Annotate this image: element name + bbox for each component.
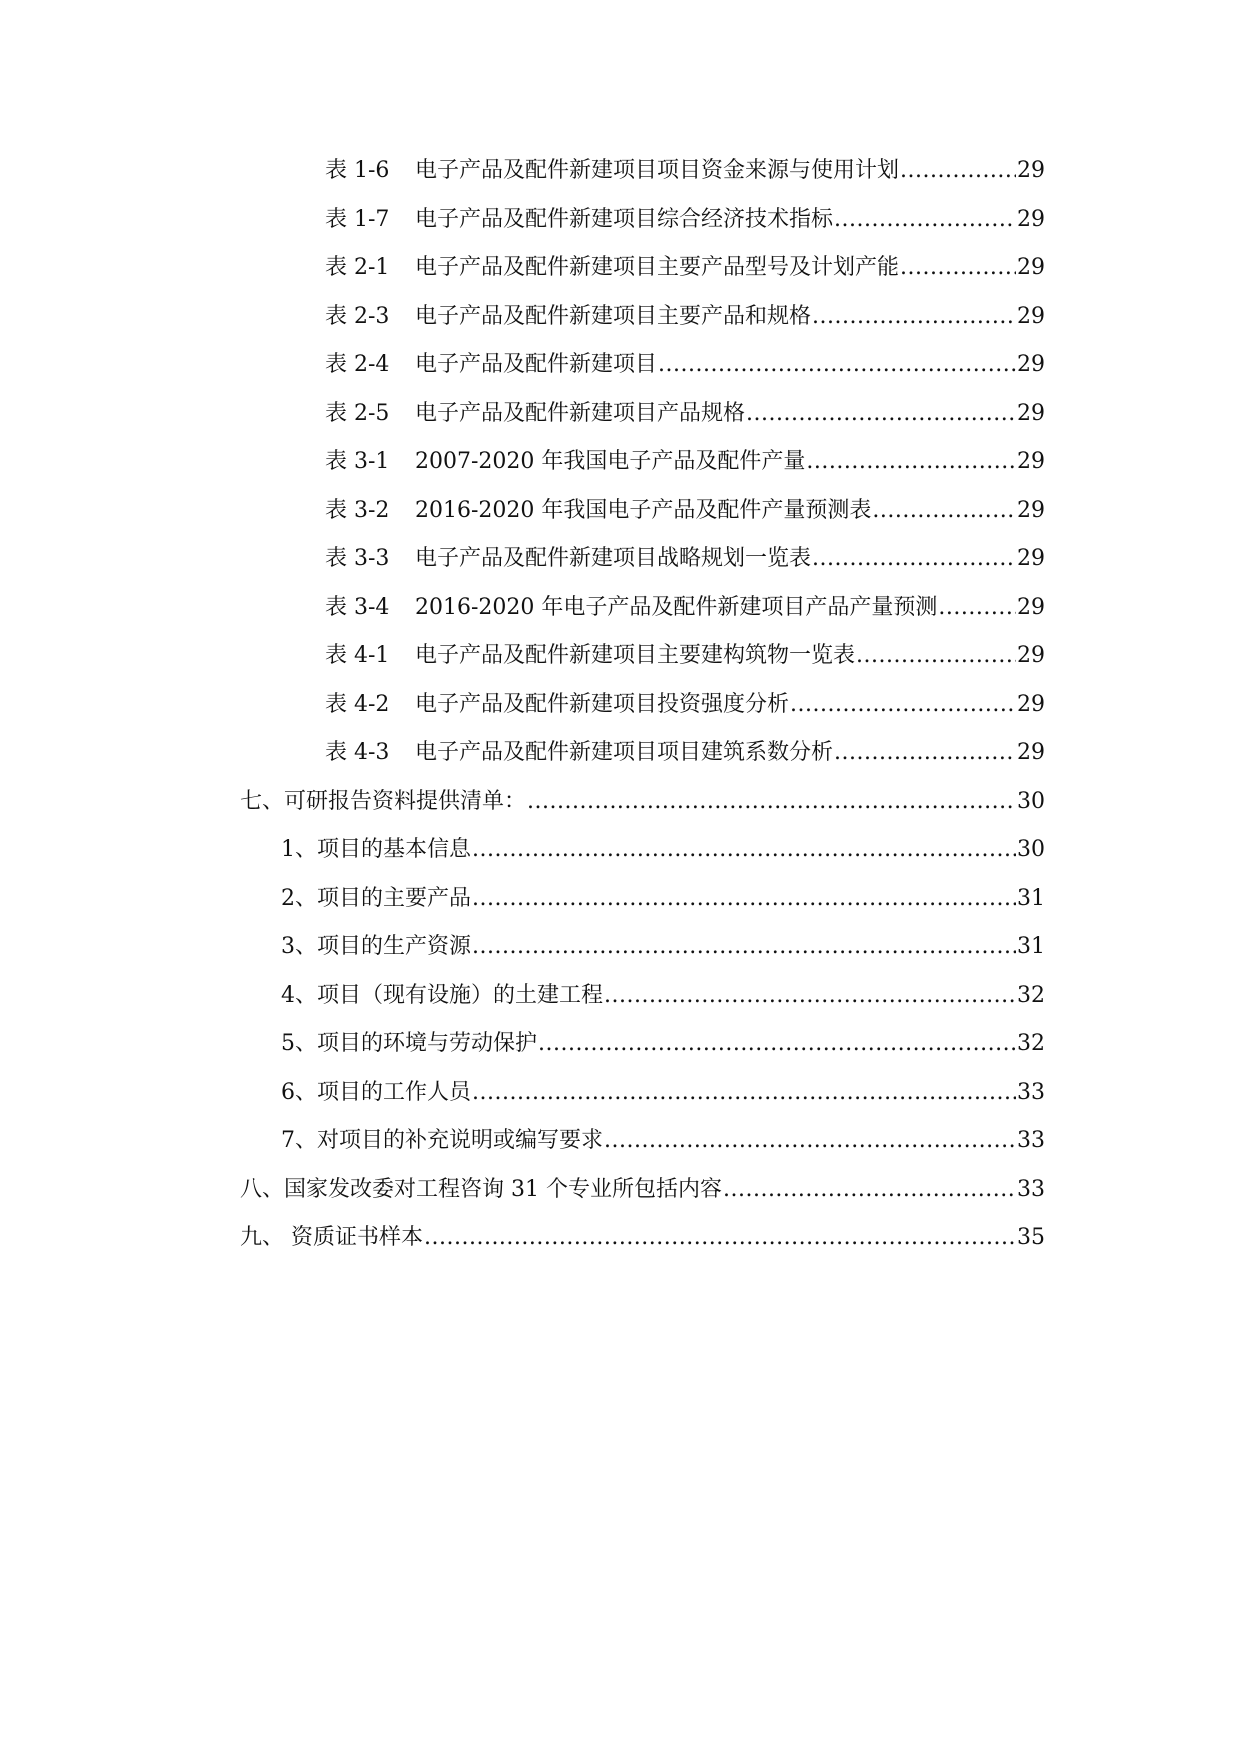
dot-leader <box>900 154 1016 188</box>
toc-entry-page: 29 <box>1017 158 1045 183</box>
toc-entry-title: 2016-2020 年我国电子产品及配件产量预测表 <box>415 497 872 523</box>
toc-entry[interactable] <box>325 397 1045 431</box>
dot-leader <box>834 203 1016 237</box>
toc-entry[interactable] <box>281 882 1045 916</box>
toc-entry-title: 九、 资质证书样本 <box>240 1225 423 1250</box>
toc-entry[interactable] <box>325 154 1045 188</box>
dot-leader <box>900 251 1016 285</box>
dot-leader <box>872 494 1016 528</box>
toc-entry-page: 33 <box>1017 1176 1045 1202</box>
toc-entry-title: 7、对项目的补充说明或编写要求 <box>281 1128 603 1153</box>
toc-entry-page: 30 <box>1017 837 1045 862</box>
toc-section-heading[interactable] <box>240 1221 1045 1255</box>
toc-entry-title: 电子产品及配件新建项目战略规划一览表 <box>415 546 812 571</box>
dot-leader <box>746 397 1016 431</box>
toc-entry-page: 29 <box>1017 740 1045 765</box>
toc-entry-page: 33 <box>1017 1079 1045 1105</box>
toc-entry-page: 33 <box>1017 1128 1045 1153</box>
toc-entry-title: 八、国家发改委对工程咨询 31 个专业所包括内容 <box>240 1176 722 1202</box>
toc-entry-title: 2007-2020 年我国电子产品及配件产量 <box>415 449 806 474</box>
toc-entry[interactable] <box>281 1076 1045 1110</box>
toc-entry-number: 表 3-2 <box>325 497 390 523</box>
toc-entry-page: 29 <box>1017 255 1045 280</box>
toc-entry-number: 表 3-1 <box>325 449 390 474</box>
toc-entry-number: 表 4-3 <box>325 740 390 765</box>
toc-entry-title: 电子产品及配件新建项目项目资金来源与使用计划 <box>415 158 900 183</box>
toc-entry-number: 表 4-2 <box>325 691 390 717</box>
toc-entry-title: 3、项目的生产资源 <box>281 934 471 959</box>
toc-entry-title: 4、项目（现有设施）的土建工程 <box>281 982 603 1008</box>
toc-entry-page: 29 <box>1017 497 1045 523</box>
toc-entry[interactable] <box>325 251 1045 285</box>
toc-entry-number: 表 3-3 <box>325 546 390 571</box>
toc-entry-page: 29 <box>1017 546 1045 571</box>
dot-leader <box>424 1221 1016 1255</box>
toc-entry[interactable] <box>325 494 1045 528</box>
toc-entry-page: 29 <box>1017 594 1045 620</box>
toc-entry-title: 2016-2020 年电子产品及配件新建项目产品产量预测 <box>415 594 938 620</box>
toc-entry[interactable] <box>325 591 1045 625</box>
toc-entry[interactable] <box>325 639 1045 673</box>
dot-leader <box>790 688 1016 722</box>
dot-leader <box>806 445 1016 479</box>
toc-entry-number: 表 4-1 <box>325 643 390 668</box>
toc-entry-title: 电子产品及配件新建项目项目建筑系数分析 <box>415 740 834 765</box>
dot-leader <box>723 1173 1016 1207</box>
dot-leader <box>812 300 1016 334</box>
toc-entry[interactable] <box>281 930 1045 964</box>
toc-entry-page: 29 <box>1017 449 1045 474</box>
toc-section-heading[interactable] <box>240 785 1045 819</box>
toc-entry[interactable] <box>325 203 1045 237</box>
toc-entry[interactable] <box>325 348 1045 382</box>
dot-leader <box>472 1076 1016 1110</box>
toc-entry-page: 29 <box>1017 206 1045 232</box>
dot-leader <box>527 785 1016 819</box>
toc-entry[interactable] <box>281 1124 1045 1158</box>
toc-entry-page: 29 <box>1017 691 1045 717</box>
toc-entry-title: 电子产品及配件新建项目主要产品和规格 <box>415 303 812 329</box>
toc-entry-number: 表 2-1 <box>325 255 390 280</box>
toc-entry-page: 32 <box>1017 982 1045 1008</box>
dot-leader <box>538 1027 1016 1061</box>
dot-leader <box>658 348 1016 382</box>
toc-entry-title: 电子产品及配件新建项目产品规格 <box>415 400 746 426</box>
toc-entry[interactable] <box>281 1027 1045 1061</box>
toc-entry-title: 七、可研报告资料提供清单： <box>240 788 527 814</box>
toc-entry[interactable] <box>281 979 1045 1013</box>
toc-entry-page: 29 <box>1017 400 1045 426</box>
toc-entry[interactable] <box>325 300 1045 334</box>
dot-leader <box>604 979 1016 1013</box>
toc-entry-number: 表 2-4 <box>325 352 390 377</box>
toc-entry-number: 表 2-3 <box>325 303 390 329</box>
toc-entry-page: 29 <box>1017 643 1045 668</box>
dot-leader <box>834 736 1016 770</box>
toc-entry-title: 电子产品及配件新建项目投资强度分析 <box>415 691 790 717</box>
toc-entry-number: 表 1-7 <box>325 206 390 232</box>
toc-entry-number: 表 3-4 <box>325 594 390 620</box>
dot-leader <box>604 1124 1016 1158</box>
toc-entry-title: 电子产品及配件新建项目综合经济技术指标 <box>415 206 834 232</box>
dot-leader <box>856 639 1016 673</box>
toc-entry[interactable] <box>325 542 1045 576</box>
toc-entry-title: 电子产品及配件新建项目主要产品型号及计划产能 <box>415 255 900 280</box>
toc-entry-number: 表 1-6 <box>325 158 390 183</box>
toc-entry-title: 2、项目的主要产品 <box>281 885 471 911</box>
toc-section-heading[interactable] <box>240 1173 1045 1207</box>
dot-leader <box>472 882 1016 916</box>
toc-entry-page: 31 <box>1017 885 1045 911</box>
toc-entry-page: 31 <box>1017 934 1045 959</box>
toc-entry-title: 5、项目的环境与劳动保护 <box>281 1031 537 1056</box>
dot-leader <box>812 542 1016 576</box>
toc-entry[interactable] <box>325 445 1045 479</box>
toc-entry-title: 电子产品及配件新建项目主要建构筑物一览表 <box>415 643 856 668</box>
toc-entry[interactable] <box>325 736 1045 770</box>
toc-entry-page: 29 <box>1017 303 1045 329</box>
toc-entry-title: 电子产品及配件新建项目 <box>415 352 658 377</box>
toc-entry-page: 29 <box>1017 352 1045 377</box>
dot-leader <box>472 833 1016 867</box>
toc-entry-page: 30 <box>1017 788 1045 814</box>
toc-entry-title: 6、项目的工作人员 <box>281 1079 471 1105</box>
toc-entry[interactable] <box>325 688 1045 722</box>
toc-entry-title: 1、项目的基本信息 <box>281 837 471 862</box>
dot-leader <box>472 930 1016 964</box>
toc-entry[interactable] <box>281 833 1045 867</box>
toc-entry-number: 表 2-5 <box>325 400 390 426</box>
toc-entry-page: 35 <box>1017 1225 1045 1250</box>
toc-entry-page: 32 <box>1017 1031 1045 1056</box>
dot-leader <box>938 591 1016 625</box>
